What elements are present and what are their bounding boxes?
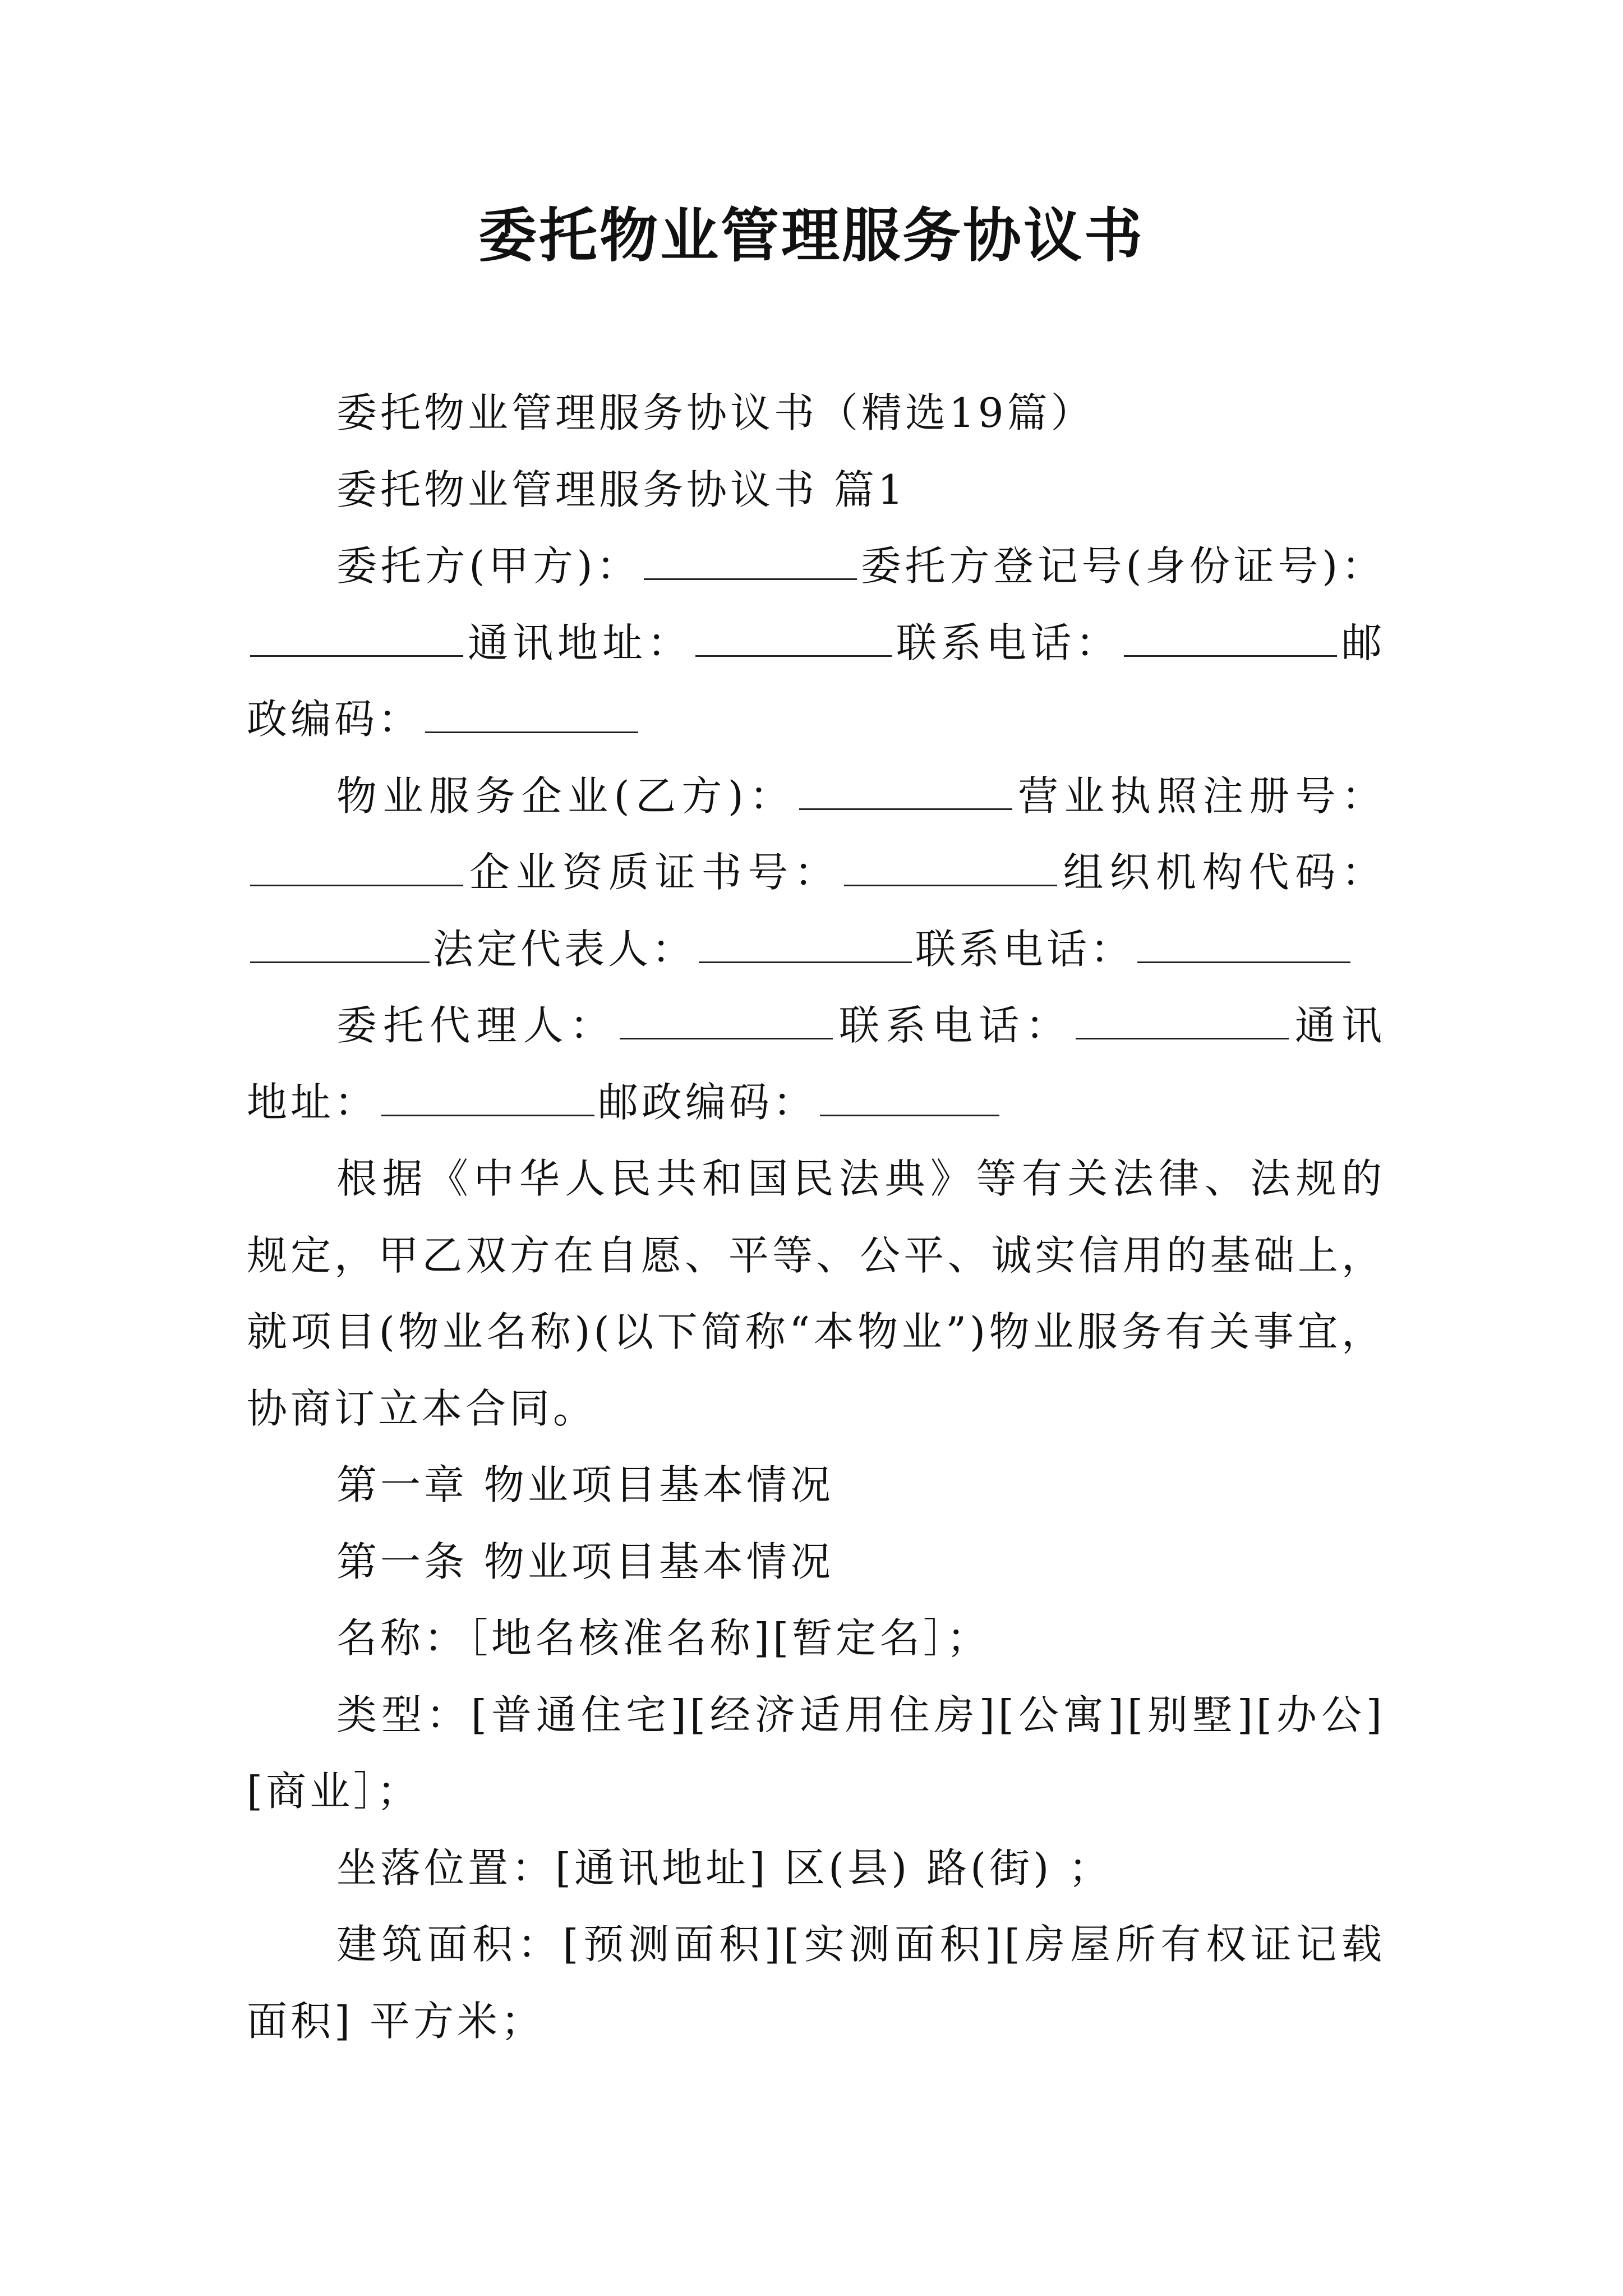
- preamble-paragraph: 根据《中华人民共和国民法典》等有关法律、法规的规定，甲乙双方在自愿、平等、公平、诚实信用的基础上，就项目(物业名称)(以下简称“本物业”)物业服务有关事宜，协商订立本合同。: [247, 1155, 1385, 1432]
- party-b-cert-label: 企业资质证书号：: [467, 849, 841, 896]
- party-a-postcode-label: 邮政编码：: [247, 619, 1385, 743]
- party-b-blank: [799, 775, 1012, 810]
- party-b-paragraph: [247, 758, 1385, 988]
- party-a-address-blank: [695, 622, 892, 657]
- agent-phone-label: 联系电话：: [836, 1002, 1072, 1049]
- party-b-phone-label: 联系电话：: [915, 925, 1135, 973]
- party-a-address-label: 通讯地址：: [467, 619, 692, 666]
- subtitle-line: 委托物业管理服务协议书（精选19篇）: [336, 389, 1095, 436]
- party-b-label: 物业服务企业(乙方)：: [336, 772, 796, 820]
- agent-address-label: 通讯地址：: [247, 1002, 1385, 1126]
- party-b-cert-blank: [844, 851, 1057, 886]
- party-b-rep-blank: [699, 928, 912, 963]
- party-b-phone-blank: [1137, 928, 1350, 963]
- agent-postcode-blank: [820, 1081, 999, 1116]
- party-a-blank: [644, 545, 857, 580]
- party-a-id-label: 委托方登记号(身份证号)：: [860, 542, 1385, 590]
- party-a-phone-blank: [1124, 622, 1337, 657]
- document-body: [247, 375, 1385, 2059]
- agent-phone-blank: [1076, 1004, 1289, 1039]
- agent-label: 委托代理人：: [336, 1002, 616, 1049]
- project-name-line: 名称：［地名核准名称][暂定名］；: [336, 1614, 991, 1662]
- party-b-license-label: 营业执照注册号：: [1015, 772, 1385, 820]
- document-title: 委托物业管理服务协议书: [478, 201, 1145, 270]
- party-b-license-blank: [250, 851, 463, 886]
- chapter-heading: 第一章 物业项目基本情况: [336, 1461, 834, 1508]
- party-a-phone-label: 联系电话：: [895, 619, 1121, 666]
- article-title-line: 委托物业管理服务协议书 篇1: [336, 466, 907, 513]
- project-area-line: 建筑面积：[预测面积][实测面积][房屋所有权证记载面积] 平方米；: [247, 1921, 1385, 2045]
- party-b-org-code-blank: [250, 928, 430, 963]
- agent-address-blank: [381, 1081, 594, 1116]
- party-b-org-code-label: 组织机构代码：: [1060, 849, 1385, 896]
- agent-blank: [620, 1004, 833, 1039]
- party-a-postcode-blank: [425, 698, 638, 733]
- project-location-line: 坐落位置：[通讯地址] 区(县) 路(街) ；: [336, 1844, 1113, 1892]
- party-b-rep-label: 法定代表人：: [433, 925, 696, 973]
- project-type-line: 类型：[普通住宅][经济适用住房][公寓][别墅][办公][商业］；: [247, 1691, 1385, 1815]
- party-a-label: 委托方(甲方)：: [336, 542, 641, 590]
- party-a-paragraph: [247, 528, 1385, 758]
- article-heading: 第一条 物业项目基本情况: [336, 1538, 834, 1585]
- agent-paragraph: [247, 987, 1385, 1140]
- agent-postcode-label: 邮政编码：: [598, 1078, 817, 1126]
- party-a-id-blank: [250, 622, 463, 657]
